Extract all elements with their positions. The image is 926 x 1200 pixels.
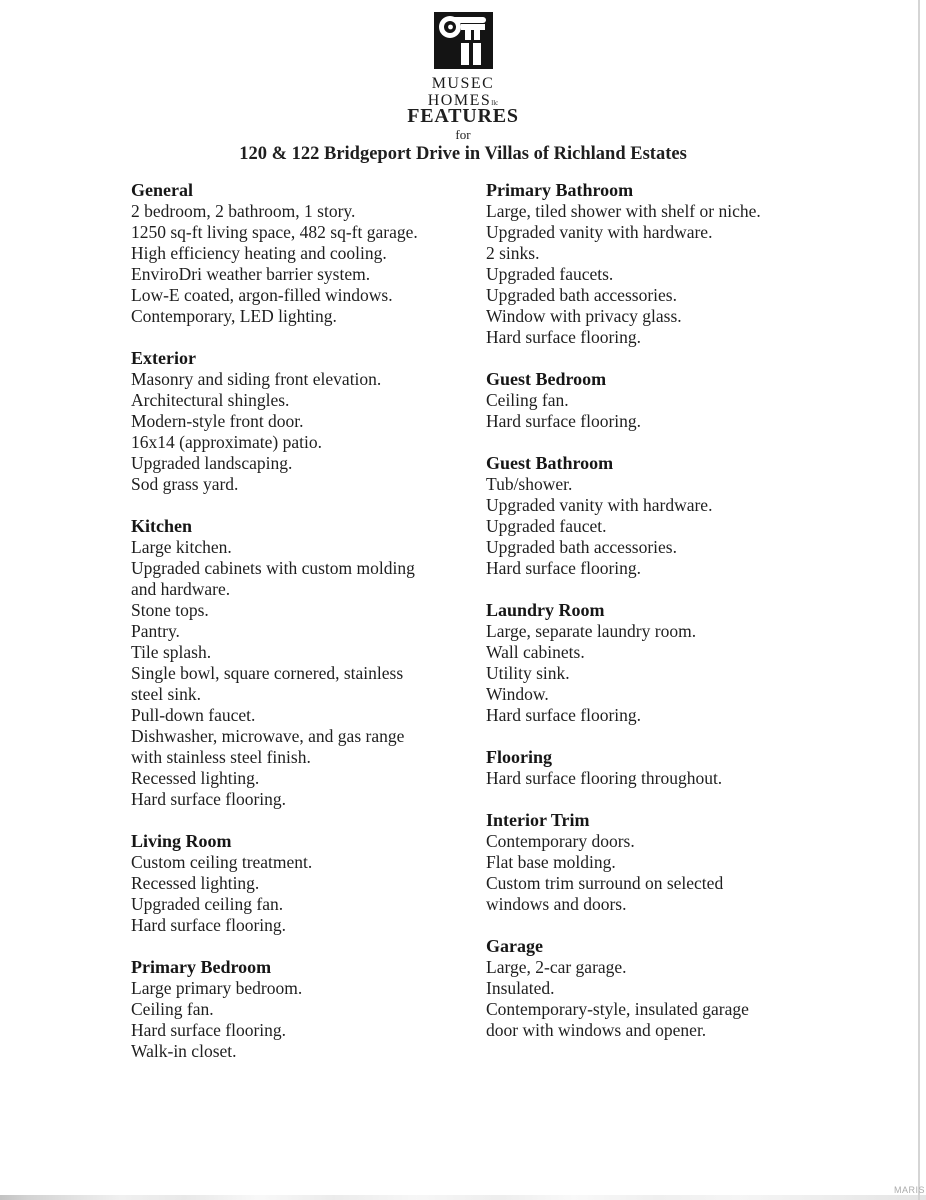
feature-line: Utility sink. (486, 663, 570, 683)
features-section (486, 936, 778, 1041)
feature-line: Tile splash. (131, 642, 212, 662)
feature-line: Upgraded ceiling fan. (131, 894, 284, 914)
feature-line: Walk-in closet. (131, 1041, 237, 1061)
section-heading: Exterior (131, 348, 196, 368)
feature-line: Hard surface flooring. (486, 558, 642, 578)
feature-line: Recessed lighting. (131, 768, 260, 788)
feature-line: Sod grass yard. (131, 474, 239, 494)
feature-line: Flat base molding. (486, 852, 616, 872)
feature-line: Upgraded faucets. (486, 264, 614, 284)
features-section (131, 957, 439, 1062)
features-column-left (131, 180, 439, 1062)
scan-edge-line (918, 0, 920, 1200)
features-section (486, 747, 778, 789)
feature-line: Stone tops. (131, 600, 209, 620)
feature-line: Hard surface flooring. (486, 327, 642, 347)
feature-line: Contemporary, LED lighting. (131, 306, 337, 326)
feature-line: Pantry. (131, 621, 180, 641)
features-section (486, 369, 778, 432)
features-section (486, 600, 778, 726)
feature-line: Recessed lighting. (131, 873, 260, 893)
feature-line: Hard surface flooring throughout. (486, 768, 723, 788)
feature-line: Window. (486, 684, 549, 704)
feature-line: Insulated. (486, 978, 555, 998)
column-capital-logo-icon (434, 12, 493, 74)
features-section (486, 180, 778, 348)
feature-line: Upgraded bath accessories. (486, 537, 677, 557)
feature-line: Large, 2-car garage. (486, 957, 627, 977)
logo-name-line1: MUSEC (431, 75, 495, 92)
feature-line: Hard surface flooring. (486, 411, 642, 431)
section-heading: Garage (486, 936, 543, 956)
feature-line: Large kitchen. (131, 537, 232, 557)
feature-line: Ceiling fan. (131, 999, 214, 1019)
title-block (0, 105, 926, 165)
feature-line: Upgraded landscaping. (131, 453, 293, 473)
feature-line: Large primary bedroom. (131, 978, 303, 998)
feature-line: Low-E coated, argon-filled windows. (131, 285, 393, 305)
feature-line: Ceiling fan. (486, 390, 569, 410)
feature-line: Upgraded vanity with hardware. (486, 495, 713, 515)
feature-line: Single bowl, square cornered, stainless steel sink. (131, 663, 404, 704)
features-columns (131, 180, 778, 1062)
feature-line: Wall cabinets. (486, 642, 585, 662)
feature-line: Contemporary-style, insulated garage door with windows and opener. (486, 999, 749, 1040)
feature-line: Architectural shingles. (131, 390, 290, 410)
features-subtitle: for (455, 127, 471, 142)
feature-line: Window with privacy glass. (486, 306, 682, 326)
features-section (131, 516, 439, 810)
features-section (486, 810, 778, 915)
feature-line: Hard surface flooring. (131, 789, 287, 809)
feature-line: Masonry and siding front elevation. (131, 369, 382, 389)
feature-line: Upgraded bath accessories. (486, 285, 677, 305)
features-section (486, 453, 778, 579)
feature-line: 16x14 (approximate) patio. (131, 432, 322, 452)
feature-line: Upgraded faucet. (486, 516, 607, 536)
feature-line: Contemporary doors. (486, 831, 635, 851)
logo-name-line2: HOMESllc (427, 92, 499, 109)
maris-watermark: MARIS (893, 1185, 925, 1195)
features-section (131, 831, 439, 936)
features-section (131, 180, 439, 327)
feature-line: Hard surface flooring. (131, 915, 287, 935)
features-column-right (486, 180, 778, 1041)
feature-line: Modern-style front door. (131, 411, 304, 431)
logo-suffix: llc (491, 99, 499, 107)
feature-line: Custom ceiling treatment. (131, 852, 313, 872)
section-heading: Kitchen (131, 516, 192, 536)
feature-line: EnviroDri weather barrier system. (131, 264, 371, 284)
scan-bottom-artifact (0, 1195, 926, 1200)
feature-line: Custom trim surround on selected windows and doors. (486, 873, 724, 914)
feature-line: Large, tiled shower with shelf or niche. (486, 201, 761, 221)
feature-line: Large, separate laundry room. (486, 621, 697, 641)
feature-line: Upgraded cabinets with custom molding and hardware. (131, 558, 415, 599)
feature-line: Dishwasher, microwave, and gas range with stainless steel finish. (131, 726, 405, 767)
section-heading: Primary Bedroom (131, 957, 272, 977)
features-title: FEATURES (407, 105, 519, 127)
section-heading: Guest Bathroom (486, 453, 614, 473)
property-address: 120 & 122 Bridgeport Drive in Villas of Richland Estates (239, 144, 687, 164)
feature-line: Tub/shower. (486, 474, 573, 494)
section-heading: Primary Bathroom (486, 180, 634, 200)
feature-line: High efficiency heating and cooling. (131, 243, 387, 263)
section-heading: Living Room (131, 831, 232, 851)
feature-line: Upgraded vanity with hardware. (486, 222, 713, 242)
section-heading: General (131, 180, 193, 200)
feature-line: Hard surface flooring. (486, 705, 642, 725)
section-heading: Laundry Room (486, 600, 605, 620)
feature-line: Hard surface flooring. (131, 1020, 287, 1040)
feature-line: 2 sinks. (486, 243, 540, 263)
builder-logo (393, 12, 533, 111)
section-heading: Guest Bedroom (486, 369, 607, 389)
feature-line: 1250 sq-ft living space, 482 sq-ft garage. (131, 222, 418, 242)
features-section (131, 348, 439, 495)
section-heading: Interior Trim (486, 810, 590, 830)
feature-line: Pull-down faucet. (131, 705, 256, 725)
feature-line: 2 bedroom, 2 bathroom, 1 story. (131, 201, 356, 221)
section-heading: Flooring (486, 747, 552, 767)
